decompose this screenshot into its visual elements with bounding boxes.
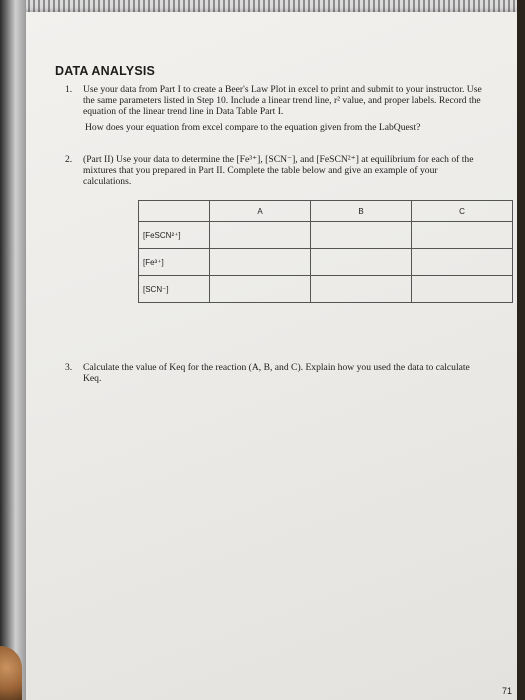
table-header-corner	[139, 201, 210, 222]
table-cell[interactable]	[210, 222, 311, 249]
question-3-number: 3.	[65, 362, 73, 373]
table-header-a: A	[210, 201, 311, 222]
table-cell[interactable]	[412, 276, 513, 303]
page-content	[18, 12, 518, 700]
question-1-followup: How does your equation from excel compare to the equation given from the LabQuest?	[85, 122, 421, 133]
table-row	[139, 249, 513, 276]
question-3-text: Calculate the value of Keq for the reaction (A, B, and C). Explain how you used the data to calculate Keq.	[83, 362, 470, 384]
table-cell[interactable]	[412, 249, 513, 276]
question-1-text: Use your data from Part I to create a Beer's Law Plot in excel to print and submit to your instructor. Use the same parameters listed in Step 10. Include a linear trend line, r² value, and proper labels. Record the equation of the linear trend line in Data Table Part I.	[83, 84, 482, 117]
row-label-scn: [SCN⁻]	[139, 276, 210, 303]
table-row	[139, 276, 513, 303]
table-cell[interactable]	[210, 276, 311, 303]
table-header-row	[139, 201, 513, 222]
table-cell[interactable]	[412, 222, 513, 249]
question-2-number: 2.	[65, 154, 73, 165]
binder-left-edge	[0, 0, 26, 700]
table-cell[interactable]	[210, 249, 311, 276]
row-label-fe: [Fe³⁺]	[139, 249, 210, 276]
row-label-fescn: [FeSCN²⁺]	[139, 222, 210, 249]
section-heading: DATA ANALYSIS	[55, 64, 156, 78]
table-header-c: C	[412, 201, 513, 222]
question-1-number: 1.	[65, 84, 73, 95]
question-2-text: (Part II) Use your data to determine the [Fe³⁺], [SCN⁻], and [FeSCN²⁺] at equilibrium for each of the mixtures that you prepared in Part II. Complete the table below and give an example of your calculations.	[83, 154, 474, 187]
desk-background	[517, 0, 525, 700]
table-header-b: B	[311, 201, 412, 222]
table-cell[interactable]	[311, 276, 412, 303]
table-row	[139, 222, 513, 249]
equilibrium-table	[138, 200, 513, 303]
page-number: 71	[502, 686, 513, 696]
worksheet-page	[18, 12, 518, 700]
table-cell[interactable]	[311, 249, 412, 276]
table-cell[interactable]	[311, 222, 412, 249]
